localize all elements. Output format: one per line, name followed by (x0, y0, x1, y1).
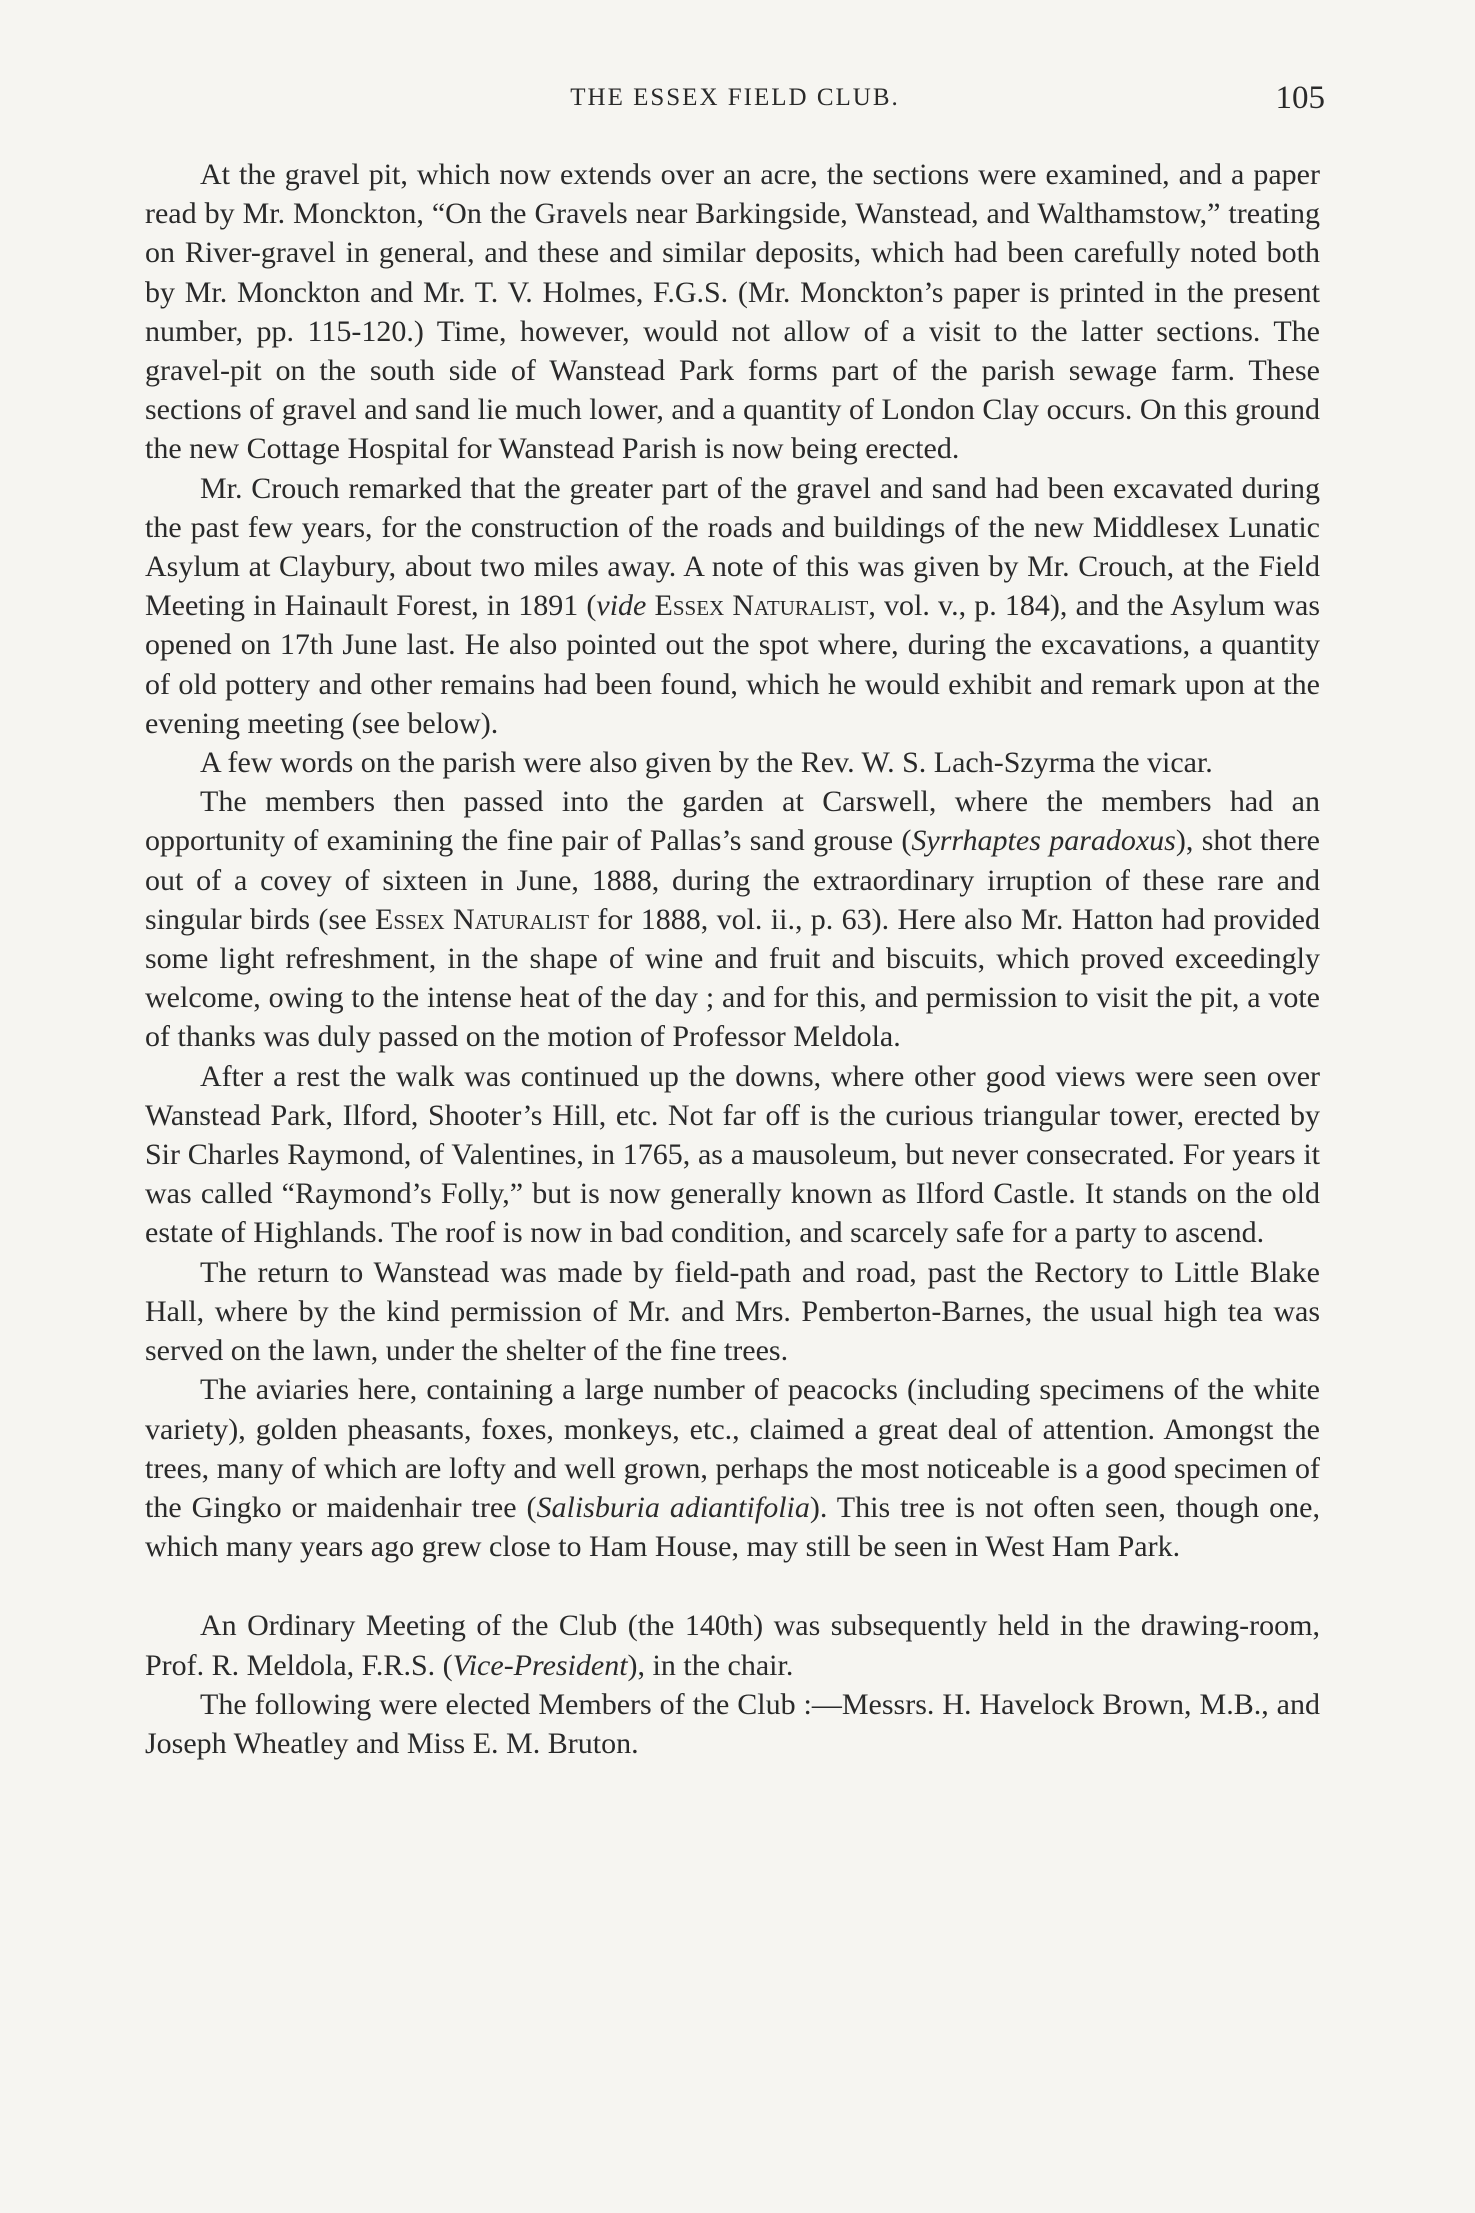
running-title: THE ESSEX FIELD CLUB. (570, 84, 900, 111)
body-text (145, 155, 1320, 1763)
text-run: , vol. v., p. 184), and the Asylum was opened on 17th June last. He also pointed out the spot where, during the excavations, a quantity of old pottery and other remains had been found, which he would exhibit and remark upon at the evening meeting (see below). (145, 589, 1321, 740)
text-run: Mr. Crouch remarked that the greater part of the gravel and sand had been excavated during the past few years, for the construction of the roads and buildings of the new Middlesex Lunatic Asylum at Claybury, about two miles away. A note of this was given by Mr. Crouch, at the Field Meeting in Hainault Forest, in 1891 ( (145, 471, 1320, 623)
text-run: ), shot there out of a covey of sixteen in June, 1888, during the extraordinary irruption of these rare and singular birds (see (145, 824, 1320, 936)
paragraph (145, 469, 1320, 743)
running-header (145, 80, 1325, 120)
italic-text: Vice-President (452, 1648, 628, 1682)
paragraph (145, 782, 1320, 1056)
text-run: for 1888, vol. ii., p. 63). Here also Mr. Hatton had provided some light refreshment, in the shape of wine and fruit and biscuits, which proved exceedingly welcome, owing to the intense heat of the day ; and for this, and permission to visit the pit, a vote of thanks was duly passed on the motion of Professor Meldola. (145, 902, 1320, 1054)
paragraph (145, 1606, 1320, 1684)
text-run: A few words on the parish were also given by the Rev. W. S. Lach-Szyrma the vicar. (200, 746, 1213, 780)
italic-text: vide (596, 589, 647, 623)
small-caps-text: Essex Naturalist (654, 589, 869, 623)
paragraph (145, 1057, 1320, 1253)
text-run: The members then passed into the garden at Carswell, where the members had an opportunity of examining the fine pair of Pallas’s sand grouse ( (145, 785, 1320, 858)
text-run: At the gravel pit, which now extends over an acre, the sections were examined, and a paper read by Mr. Monckton, “On the Gravels near Barkingside, Wanstead, and Walthamstow,” treating on River-gravel in general, and these and similar deposits, which had been carefully noted both by Mr. Monckton and Mr. T. V. Holmes, F.G.S. (Mr. Monckton’s paper is printed in the present number, pp. 115-120.) Time, however, would not allow of a visit to the latter sections. The gravel-pit on the south side of Wanstead Park forms part of the parish sewage farm. These sections of gravel and sand lie much lower, and a quantity of London Clay occurs. On this ground the new Cottage Hospital for Wanstead Parish is now being erected. (145, 158, 1320, 466)
text-run: An Ordinary Meeting of the Club (the 140th) was subsequently held in the drawing-room, Prof. R. Meldola, F.R.S. ( (145, 1609, 1320, 1682)
italic-text: Salisburia adiantifolia (536, 1490, 810, 1524)
italic-text: Syrrhaptes paradoxus (911, 824, 1176, 858)
paragraph (145, 743, 1320, 782)
text-run: ), in the chair. (627, 1648, 794, 1682)
small-caps-text: Essex Naturalist (375, 902, 590, 936)
paragraph (145, 155, 1320, 469)
text-run: The following were elected Members of the Club :—Messrs. H. Havelock Brown, M.B., and Joseph Wheatley and Miss E. M. Bruton. (145, 1687, 1320, 1760)
text-run (646, 589, 654, 622)
text-run: ). This tree is not often seen, though one, which many years ago grew close to Ham House, may still be seen in West Ham Park. (145, 1490, 1320, 1564)
paragraph (145, 1253, 1320, 1371)
page-number: 105 (1275, 80, 1325, 116)
text-run: The return to Wanstead was made by field-path and road, past the Rectory to Little Blake Hall, where by the kind permission of Mr. and Mrs. Pemberton-Barnes, the usual high tea was served on the lawn, under the shelter of the fine trees. (145, 1255, 1320, 1368)
text-run: After a rest the walk was continued up the downs, where other good views were seen over Wanstead Park, Ilford, Shooter’s Hill, etc. Not far off is the curious triangular tower, erected by Sir Charles Raymond, of Valentines, in 1765, as a mausoleum, but never consecrated. For years it was called “Raymond’s Folly,” but is now generally known as Ilford Castle. It stands on the old estate of Highlands. The roof is now in bad condition, and scarcely safe for a party to ascend. (145, 1059, 1320, 1250)
paragraph (145, 1370, 1320, 1566)
text-run: The aviaries here, containing a large number of peacocks (including specimens of the white variety), golden pheasants, foxes, monkeys, etc., claimed a great deal of attention. Amongst the trees, many of which are lofty and well grown, perhaps the most noticeable is a good specimen of the Gingko or maidenhair tree ( (145, 1373, 1320, 1524)
paragraph (145, 1685, 1320, 1763)
